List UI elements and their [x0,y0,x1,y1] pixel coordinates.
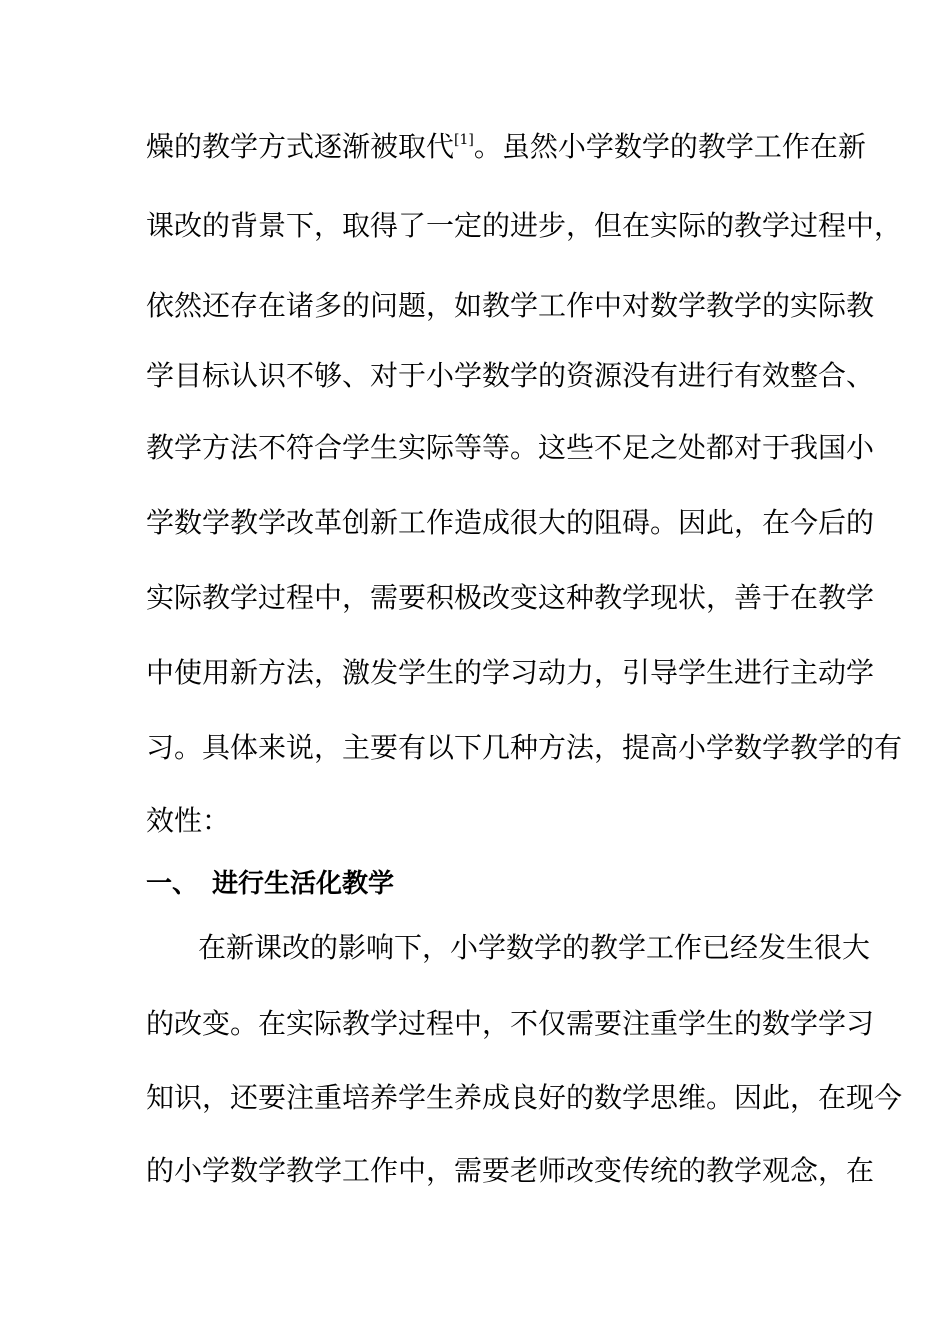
section-number: 一、 [146,869,199,899]
paragraph-1-line-10: 效性： [146,804,231,837]
paragraph-1-line-8: 中使用新方法，激发学生的学习动力，引导学生进行主动学 [146,656,875,689]
paragraph-1-line-3: 依然还存在诸多的问题，如教学工作中对数学教学的实际教 [146,289,875,322]
paragraph-2-line-1: 在新课改的影响下，小学数学的教学工作已经发生很大 [198,931,871,964]
text-segment: 。虽然小学数学的教学工作在新 [473,130,866,163]
paragraph-2-line-3: 知识，还要注重培养学生养成良好的数学思维。因此，在现今 [146,1081,903,1114]
citation-reference[interactable]: [1] [454,131,474,148]
paragraph-1-line-7: 实际教学过程中，需要积极改变这种教学现状，善于在教学 [146,581,875,614]
paragraph-1-line-1 [146,127,866,167]
paragraph-1-line-5: 教学方法不符合学生实际等等。这些不足之处都对于我国小 [146,431,875,464]
paragraph-1-line-9: 习。具体来说，主要有以下几种方法，提高小学数学教学的有 [146,731,903,764]
paragraph-2-line-2: 的改变。在实际教学过程中，不仅需要注重学生的数学学习 [146,1007,875,1040]
paragraph-2-line-4: 的小学数学教学工作中，需要老师改变传统的教学观念，在 [146,1154,875,1187]
paragraph-1-line-6: 学数学教学改革创新工作造成很大的阻碍。因此，在今后的 [146,506,875,539]
paragraph-1-line-4: 学目标认识不够、对于小学数学的资源没有进行有效整合、 [146,359,875,392]
section-heading [146,862,394,906]
text-segment: 燥的教学方式逐渐被取代 [146,130,455,163]
section-title: 进行生活化教学 [212,869,395,899]
paragraph-1-line-2: 课改的背景下，取得了一定的进步，但在实际的教学过程中， [146,209,903,242]
